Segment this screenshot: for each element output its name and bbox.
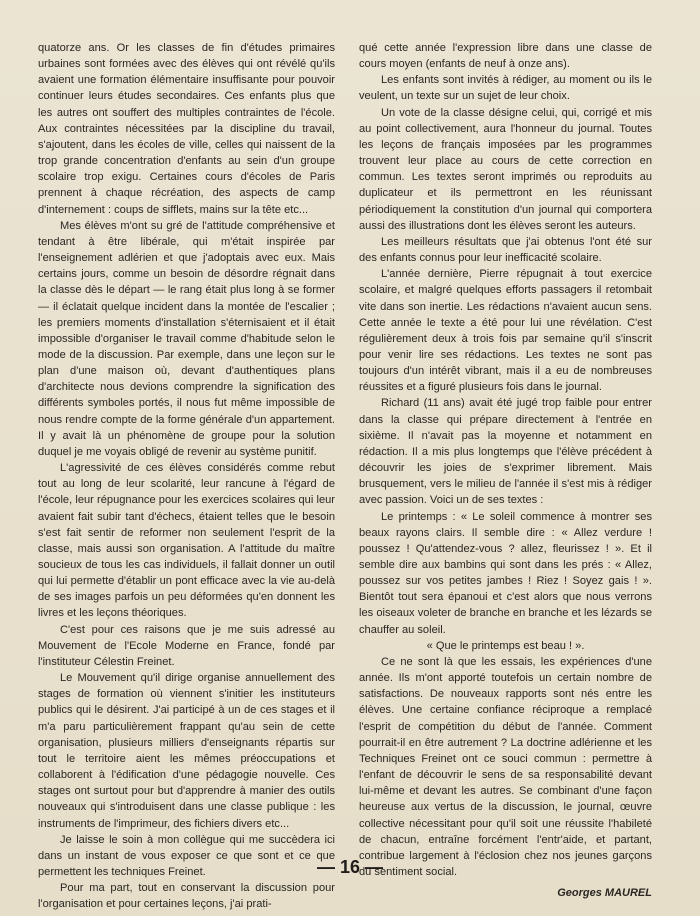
paragraph: C'est pour ces raisons que je me suis adressé au Mouvement de l'Ecole Moderne en France, fondé par l'instituteur Célestin Freinet. (38, 623, 335, 668)
paragraph: Richard (11 ans) avait été jugé trop faible pour entrer dans la classe qui prépare directement à l'entrée en sixième. Il n'avait pas la moyenne et notamment en rédaction. Il a mis plus longtemps que l'élève précédent à découvrir les joies de s'exprimer librement. Mais brusquement, vers le milieu de l'année il s'est mis à rédiger avec passion. Voici un de ses textes : (359, 397, 652, 507)
paragraph: Le Mouvement qu'il dirige organise annuellement des stages de formation où viennent s'initier les instituteurs publics qui le désirent. J'ai participé à un de ces stages et il m'a paru particulièrement frappant qu'au sein de cette organisation, plusieurs milliers d'enseignants répartis sur tout le territoire aient les mêmes préoccupations et collaborent à l'édification d'une pédagogie nouvelle. Ces stages ont surtout pour but d'apprendre à manier des outils nouveaux qui s'introduisent dans une classe publique : les instruments de l'imprimeur, des fichiers divers etc... (38, 672, 335, 830)
paragraph: « Que le printemps est beau ! ». (426, 639, 585, 652)
left-text-column (38, 40, 335, 912)
author-signature: Georges MAUREL (557, 887, 652, 900)
paragraph: L'agressivité de ces élèves considérés comme rebut tout au long de leur scolarité, leur rancune à l'égard de l'école, leur répugnance pour les exercices scolaires qui leur avaient fait subir tant d'échecs, étaient telles que le besoin s'est fait sentir de reformer non seulement l'esprit de la classe, mais aussi son organisation. A l'attitude du maître soucieux de tous les cas individuels, il fallait donner un outil qui lui permette d'établir un pont efficace avec la vie au-delà de ses images parfois un peu déformées qu'en donnent les livres et les leçons théoriques. (38, 462, 335, 620)
right-text-column (359, 40, 652, 901)
paragraph: quatorze ans. Or les classes de fin d'études primaires urbaines sont formées avec des élèves qui ont révélé qu'ils avaient une formation élémentaire insuffisante pour pouvoir continuer leurs études secondaires. Ces enfants plus que les autres ont souffert des multiples contraintes de l'école. Aux contraintes nécessitées par la discipline du travail, s'ajoutent, dans les écoles de ville, celles qui naissent de la trop grande concentration d'enfants au sein d'un groupe scolaire trop exigu. Certaines cours d'écoles de Paris prennent à chaque récréation, des aspects de camp d'internement : coups de sifflets, mains sur la tête etc... (38, 42, 335, 216)
paragraph: qué cette année l'expression libre dans une classe de cours moyen (enfants de neuf à onze ans). (359, 42, 652, 71)
paragraph: Les meilleurs résultats que j'ai obtenus l'ont été sur des enfants connus pour leur inefficacité scolaire. (359, 235, 652, 265)
paragraph: Je laisse le soin à mon collègue qui me succèdera ici dans un instant de vous exposer ce que sont et ce que permettent les techniques Freinet. (38, 833, 335, 878)
paragraph: Ce ne sont là que les essais, les expériences d'une année. Ils m'ont apporté toutefois un certain nombre de satisfactions. De nouveaux rapports sont nés entre les élèves. Une certaine confiance réciproque a remplacé l'esprit de compétition du début de l'année. Comment pourrait-il en être autrement ? La doctrine adlérienne et les Techniques Freinet ont ce souci commun : permettre à l'enfant de découvrir le sens de sa responsabilité devant lui-même et devant les autres. Se combinant d'une façon heureuse aux vertus de la discussion, le journal, œuvre collective nécessitant pour qu'il soit une réussite l'habileté de chacun, entraîne forcément l'entr'aide, et partant, contribue largement à l'éclosion chez nos jeunes garçons du sentiment social. (359, 655, 652, 878)
paragraph: L'année dernière, Pierre répugnait à tout exercice scolaire, et malgré quelques efforts passagers il retombait vite dans son inertie. Les rédactions n'avaient aucun sens. Cette année le texte a été pour lui une révélation. C'est régulièrement deux à trois fois par semaine qu'il s'inscrit pour venir lire ses rédactions. Les textes ne sont pas toujours d'un intérêt vibrant, mais il a eu de nombreuses réussites et a figuré plusieurs fois dans le journal. (359, 268, 652, 394)
page-number: — 16 — (316, 857, 384, 877)
paragraph: Pour ma part, tout en conservant la discussion pour l'organisation et pour certaines leçons, j'ai prati- (38, 882, 335, 911)
paragraph: Mes élèves m'ont su gré de l'attitude compréhensive et tendant à être libérale, qui m'était inspirée par l'enseignement adlérien et que j'adoptais avec eux. Mais certains jours, comme un besoin de désordre régnait dans la classe dès le départ — le rang était plus long à se former — il éclatait quelque incident dans la montée de l'escalier ; les premiers moments d'installation s'éternisaient et il était impossible d'organiser le travail comme d'habitude selon le mode de la discussion. Par exemple, dans une leçon sur le plan d'une maison où, devant d'authentiques plans d'architecte nous devions comprendre la signification des différents symboles portés, il nous fut même impossible de nous rendre compte de la forme générale d'un appartement. Il y avait là un phénomène de groupe pour la solution duquel je me voyais obligé de revenir au système punitif. (38, 219, 335, 458)
paragraph: Un vote de la classe désigne celui, qui, corrigé et mis au point collectivement, aura l'honneur du journal. Toutes les leçons de français imposées par les programmes trouvent leur place au cours de cette correction en commun. Les textes seront imprimés ou reproduits au duplicateur et ils permettront en les réunissant périodiquement la constitution d'un journal qui comportera aussi des illustrations dont les élèves seront les auteurs. (359, 106, 652, 232)
paragraph: Le printemps : « Le soleil commence à montrer ses beaux rayons clairs. Il semble dire : « Allez verdure ! poussez ! Qu'attendez-vous ? allez, fleurissez ! ». Et il semble dire aux bambins qui sont dans les prés : « Allez, poussez sur vos petites jambes ! Riez ! Soyez gais ! ». Bientôt tout sera épanoui et c'est alors que nous verrons les oiseaux voleter de branche en branche et les lézards se chauffer au soleil. (359, 510, 652, 636)
paragraph: Les enfants sont invités à rédiger, au moment ou ils le veulent, un texte sur un sujet de leur choix. (359, 74, 652, 103)
